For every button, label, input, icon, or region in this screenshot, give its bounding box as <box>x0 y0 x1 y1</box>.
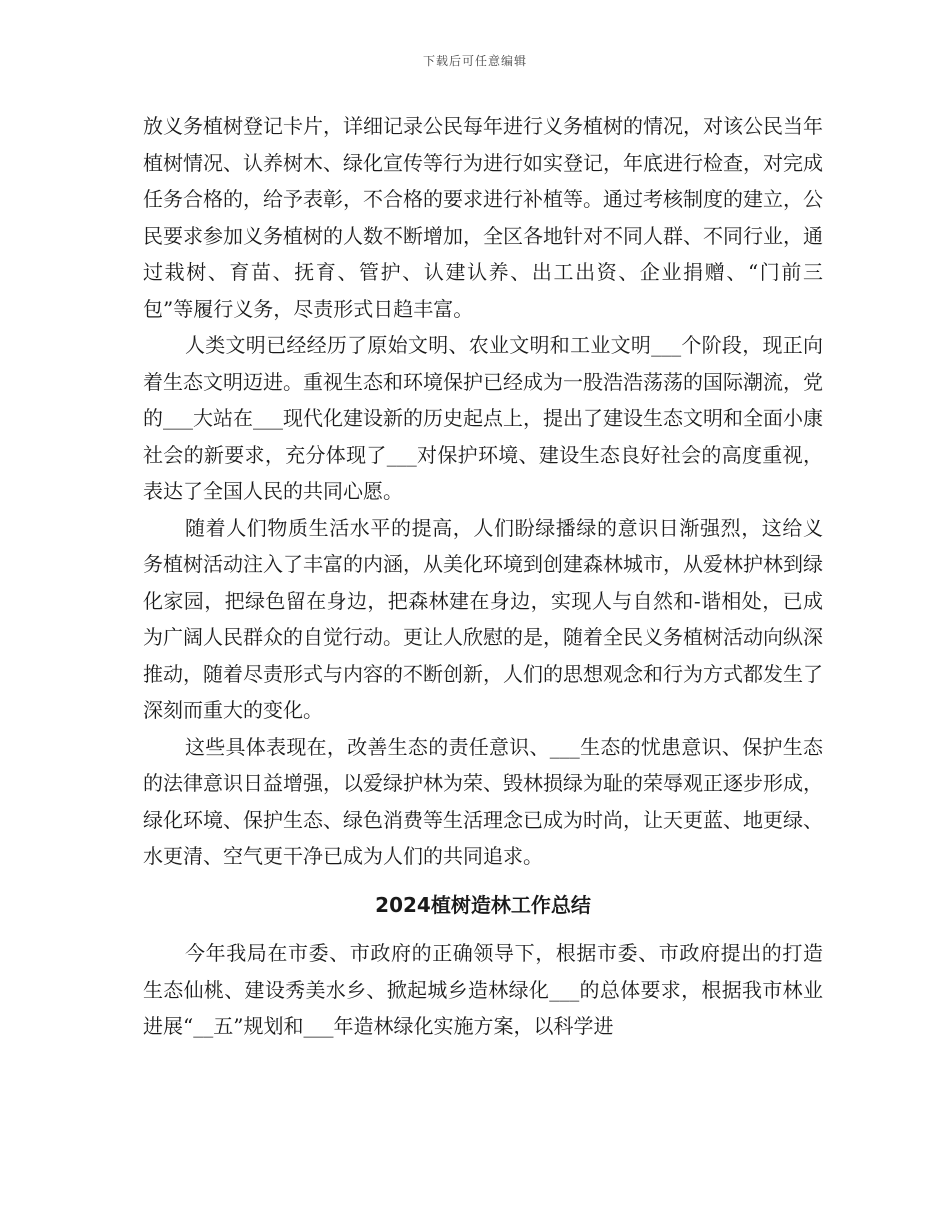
page-header: 下载后可任意编辑 <box>422 54 527 68</box>
paragraph: 人类文明已经经历了原始文明、农业文明和工业文明___个阶段，现正向着生态文明迈进。重视生态和环境保护已经成为一股浩浩荡荡的国际潮流，党的___大站在___现代化建设新的历史起点上，提出了建设生态文明和全面小康社会的新要求，充分体现了___对保护环境、建设生态良好社会的高度重视，表达了全国人民的共同心愿。 <box>143 333 823 503</box>
section-title: 2024植树造林工作总结 <box>375 892 591 917</box>
paragraph: 这些具体表现在，改善生态的责任意识、___生态的忧患意识、保护生态的法律意识日益增强，以爱绿护林为荣、毁林损绿为耻的荣辱观正逐步形成，绿化环境、保护生态、绿色消费等生活理念已成为时尚，让天更蓝、地更绿、水更清、空气更干净已成为人们的共同追求。 <box>143 734 823 868</box>
document-body <box>143 108 823 1045</box>
paragraph: 随着人们物质生活水平的提高，人们盼绿播绿的意识日渐强烈，这给义务植树活动注入了丰富的内涵，从美化环境到创建森林城市，从爱林护林到绿化家园，把绿色留在身边，把森林建在身边，实现人与自然和-谐相处，已成为广阔人民群众的自觉行动。更让人欣慰的是，随着全民义务植树活动向纵深推动，随着尽责形式与内容的不断创新，人们的思想观念和行为方式都发生了深刻而重大的变化。 <box>143 515 823 722</box>
paragraph: 今年我局在市委、市政府的正确领导下，根据市委、市政府提出的打造生态仙桃、建设秀美水乡、掀起城乡造林绿化___的总体要求，根据我市林业进展“__五”规划和___年造林绿化实施方案，以科学进 <box>143 941 823 1038</box>
paragraph: 放义务植树登记卡片，详细记录公民每年进行义务植树的情况，对该公民当年植树情况、认养树木、绿化宣传等行为进行如实登记，年底进行检查，对完成任务合格的，给予表彰，不合格的要求进行补植等。通过考核制度的建立，公民要求参加义务植树的人数不断增加，全区各地针对不同人群、不同行业，通过栽树、育苗、抚育、管护、认建认养、出工出资、企业捐赠、“门前三包”等履行义务，尽责形式日趋丰富。 <box>143 114 823 321</box>
